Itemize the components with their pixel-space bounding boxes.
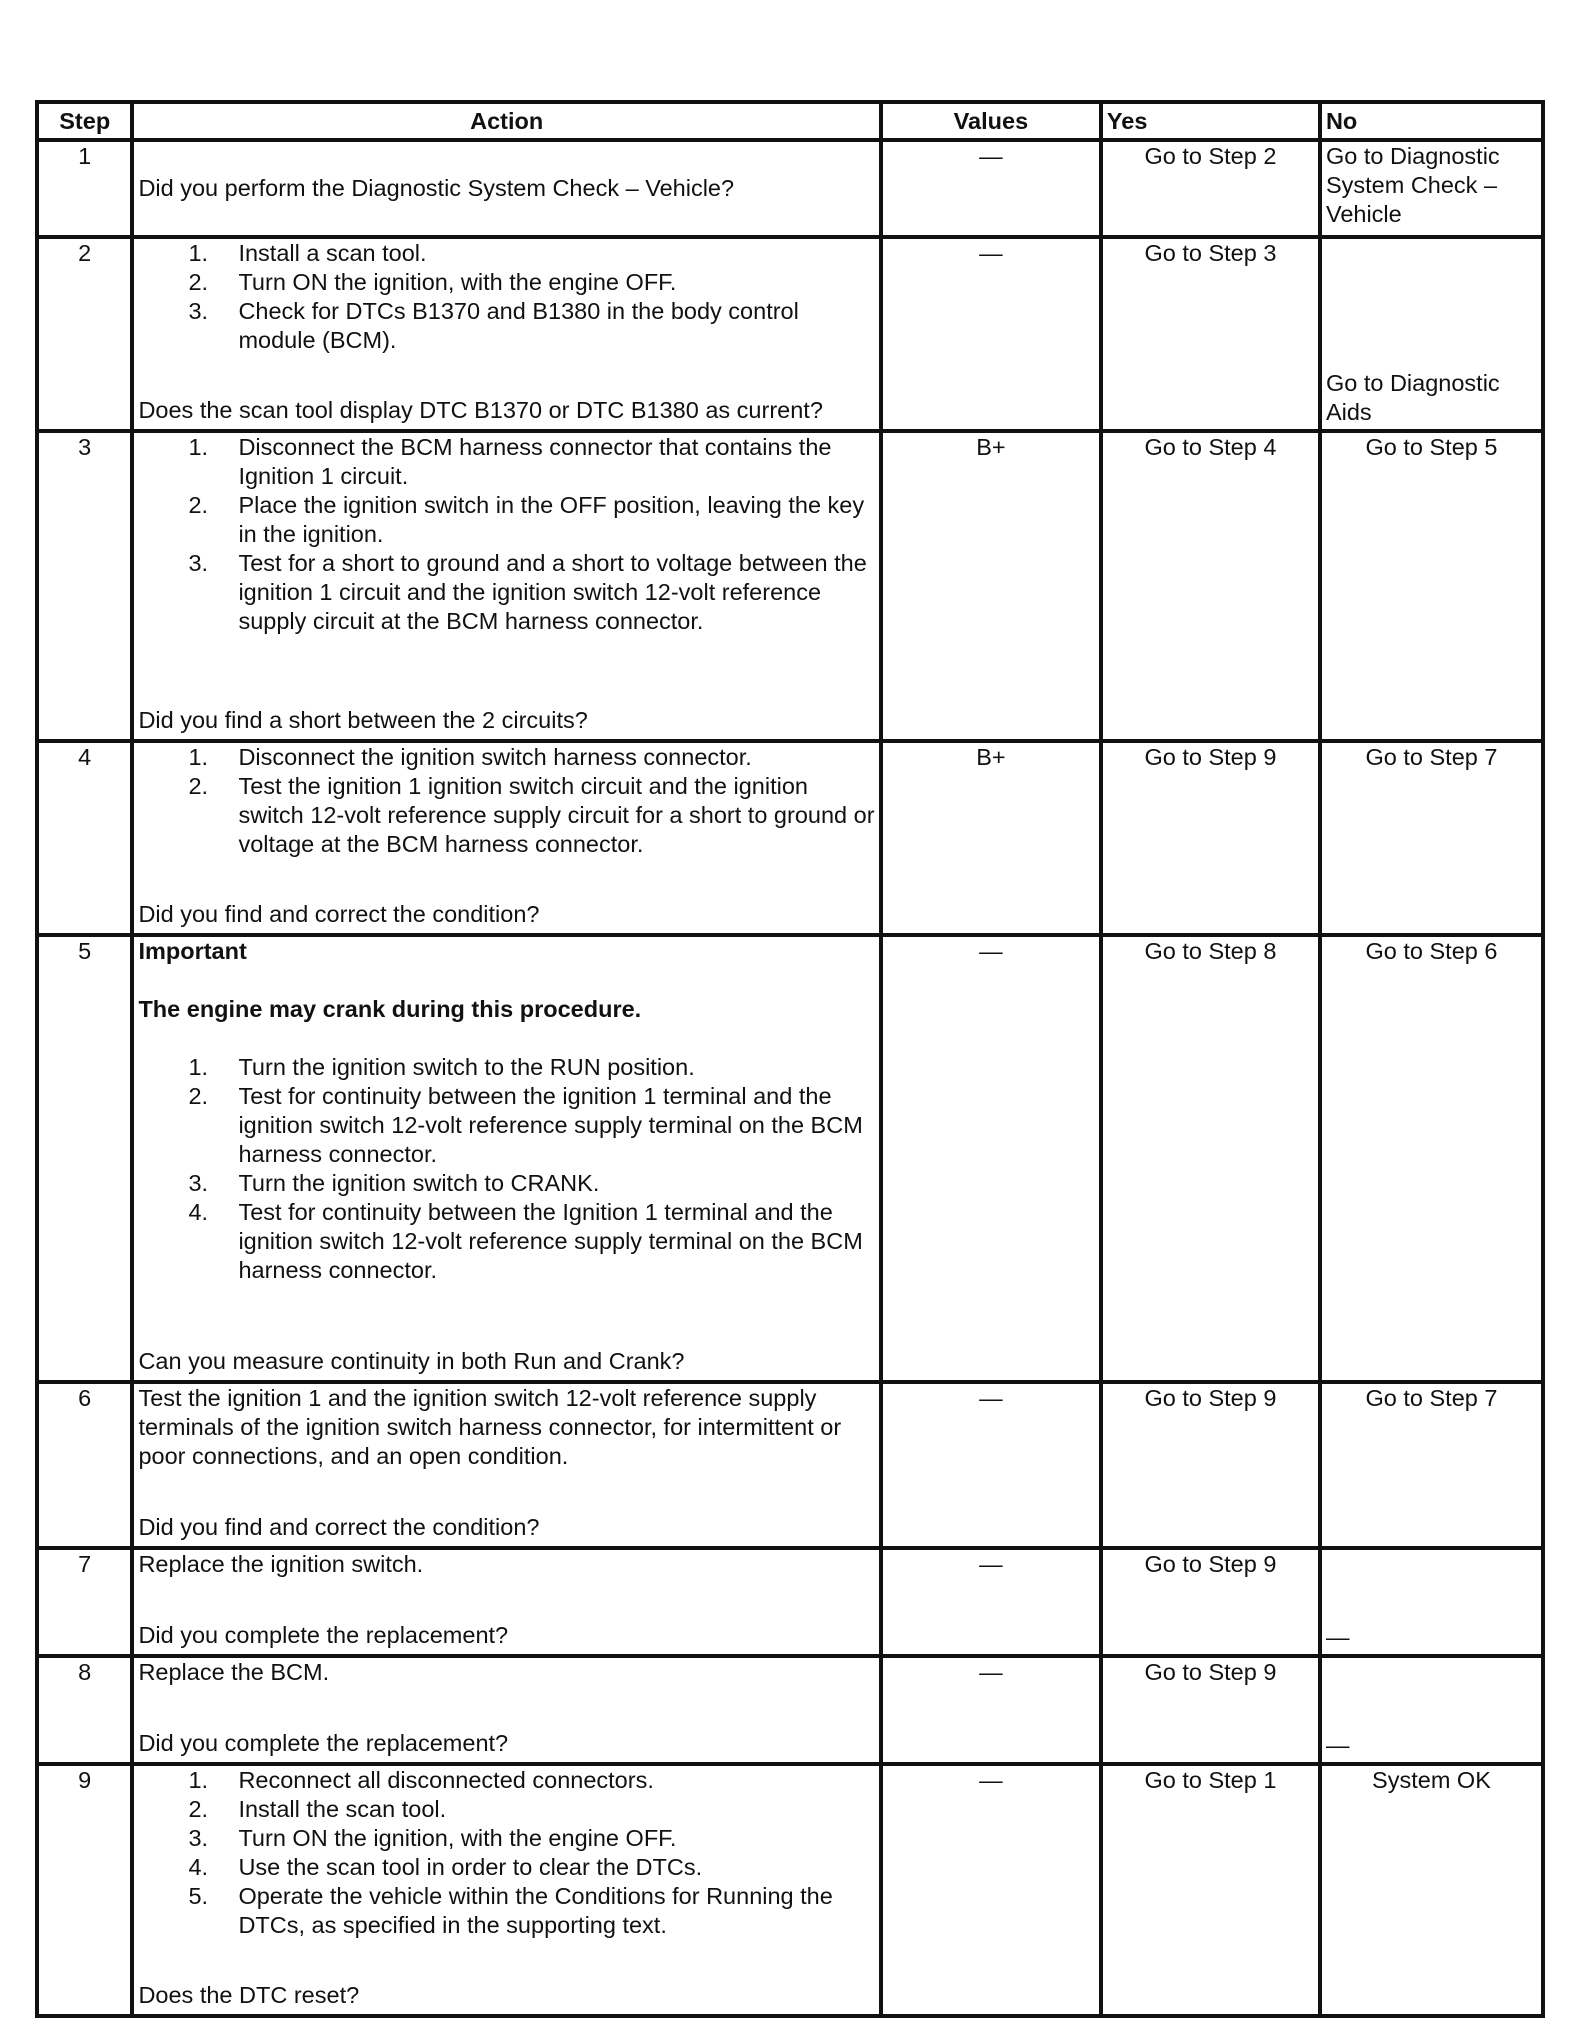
no-cell: Go to Diagnostic System Check – Vehicle [1320, 140, 1543, 237]
list-item: 2. Test for continuity between the ignition 1 terminal and the ignition switch 12-volt reference supply terminal on the BCM harness connector. [188, 1083, 863, 1167]
table-row-step-8 [37, 1656, 1543, 1764]
action-question: Did you find and correct the condition? [138, 1514, 540, 1540]
action-steps-list [138, 1766, 874, 1940]
action-cell [132, 431, 880, 741]
action-cell [132, 140, 880, 237]
yes-cell: Go to Step 9 [1101, 1382, 1320, 1548]
table-row-step-7 [37, 1548, 1543, 1656]
action-steps-list [138, 743, 874, 859]
table-row-step-4 [37, 741, 1543, 935]
table-row-step-3 [37, 431, 1543, 741]
no-cell: Go to Diagnostic Aids [1320, 237, 1543, 431]
list-item: 2. Test the ignition 1 ignition switch circuit and the ignition switch 12-volt reference supply circuit for a short to ground or voltage at the BCM harness connector. [188, 773, 875, 857]
diagnostic-table-container [35, 100, 1545, 2018]
values-cell: B+ [881, 741, 1101, 935]
yes-cell: Go to Step 1 [1101, 1764, 1320, 2016]
list-item: 2. Install the scan tool. [188, 1796, 447, 1822]
list-item: 4. Use the scan tool in order to clear the DTCs. [188, 1854, 703, 1880]
list-item: 1. Disconnect the BCM harness connector that contains the Ignition 1 circuit. [188, 434, 832, 489]
header-step: Step [37, 102, 132, 140]
values-cell: — [881, 1548, 1101, 1656]
action-cell [132, 1382, 880, 1548]
header-row [37, 102, 1543, 140]
step-number: 2 [37, 237, 132, 431]
action-cell [132, 1764, 880, 2016]
important-note: The engine may crank during this procedure. [138, 996, 642, 1022]
action-question: Did you find and correct the condition? [138, 901, 540, 927]
no-cell: System OK [1320, 1764, 1543, 2016]
action-text: Test the ignition 1 and the ignition switch 12-volt reference supply terminals of the ignition switch harness connector, for intermittent or poor connections, and an open condition. [138, 1385, 842, 1469]
list-item: 3. Turn the ignition switch to CRANK. [188, 1170, 600, 1196]
list-item: 3. Test for a short to ground and a short to voltage between the ignition 1 circuit and the ignition switch 12-volt reference supply circuit at the BCM harness connector. [188, 550, 867, 634]
header-yes: Yes [1101, 102, 1320, 140]
table-row-step-1 [37, 140, 1543, 237]
yes-cell: Go to Step 9 [1101, 1656, 1320, 1764]
action-text: Replace the BCM. [138, 1659, 330, 1685]
step-number: 6 [37, 1382, 132, 1548]
header-values: Values [881, 102, 1101, 140]
action-cell [132, 237, 880, 431]
values-cell: B+ [881, 431, 1101, 741]
action-question: Did you find a short between the 2 circuits? [138, 707, 588, 733]
step-number: 4 [37, 741, 132, 935]
list-item: 4. Test for continuity between the Ignition 1 terminal and the ignition switch 12-volt reference supply terminal on the BCM harness connector. [188, 1199, 863, 1283]
step-number: 8 [37, 1656, 132, 1764]
action-steps-list [138, 433, 874, 636]
action-question: Did you complete the replacement? [138, 1622, 509, 1648]
values-cell: — [881, 1382, 1101, 1548]
action-question: Did you complete the replacement? [138, 1730, 509, 1756]
action-steps-list [138, 1053, 874, 1285]
yes-cell: Go to Step 3 [1101, 237, 1320, 431]
list-item: 5. Operate the vehicle within the Conditions for Running the DTCs, as specified in the supporting text. [188, 1883, 833, 1938]
list-item: 3. Turn ON the ignition, with the engine OFF. [188, 1825, 677, 1851]
step-number: 1 [37, 140, 132, 237]
step-number: 9 [37, 1764, 132, 2016]
header-no: No [1320, 102, 1543, 140]
list-item: 2. Turn ON the ignition, with the engine OFF. [188, 269, 677, 295]
list-item: 3. Check for DTCs B1370 and B1380 in the body control module (BCM). [188, 298, 799, 353]
yes-cell: Go to Step 4 [1101, 431, 1320, 741]
values-cell: — [881, 1764, 1101, 2016]
yes-cell: Go to Step 8 [1101, 935, 1320, 1382]
action-question: Does the DTC reset? [138, 1982, 360, 2008]
table-row-step-2 [37, 237, 1543, 431]
header-action: Action [132, 102, 880, 140]
action-cell [132, 935, 880, 1382]
yes-cell: Go to Step 9 [1101, 1548, 1320, 1656]
values-cell: — [881, 140, 1101, 237]
step-number: 3 [37, 431, 132, 741]
values-cell: — [881, 237, 1101, 431]
action-question: Did you perform the Diagnostic System Check – Vehicle? [138, 175, 735, 201]
action-question: Does the scan tool display DTC B1370 or DTC B1380 as current? [138, 397, 823, 423]
yes-cell: Go to Step 2 [1101, 140, 1320, 237]
diagnostic-table [35, 100, 1545, 2018]
list-item: 1. Disconnect the ignition switch harness connector. [188, 744, 752, 770]
no-cell: Go to Step 6 [1320, 935, 1543, 1382]
no-cell: — [1320, 1656, 1543, 1764]
action-cell [132, 741, 880, 935]
list-item: 1. Turn the ignition switch to the RUN position. [188, 1054, 695, 1080]
table-row-step-6 [37, 1382, 1543, 1548]
list-item: 1. Reconnect all disconnected connectors. [188, 1767, 654, 1793]
no-cell: Go to Step 7 [1320, 741, 1543, 935]
table-row-step-9 [37, 1764, 1543, 2016]
no-cell: Go to Step 7 [1320, 1382, 1543, 1548]
action-cell [132, 1656, 880, 1764]
list-item: 1. Install a scan tool. [188, 240, 427, 266]
no-cell: — [1320, 1548, 1543, 1656]
action-text: Replace the ignition switch. [138, 1551, 424, 1577]
action-cell [132, 1548, 880, 1656]
table-row-step-5 [37, 935, 1543, 1382]
step-number: 5 [37, 935, 132, 1382]
list-item: 2. Place the ignition switch in the OFF position, leaving the key in the ignition. [188, 492, 865, 547]
values-cell: — [881, 935, 1101, 1382]
action-question: Can you measure continuity in both Run and Crank? [138, 1348, 685, 1374]
yes-cell: Go to Step 9 [1101, 741, 1320, 935]
values-cell: — [881, 1656, 1101, 1764]
no-cell: Go to Step 5 [1320, 431, 1543, 741]
important-label: Important [138, 938, 247, 964]
action-steps-list [138, 239, 874, 355]
step-number: 7 [37, 1548, 132, 1656]
